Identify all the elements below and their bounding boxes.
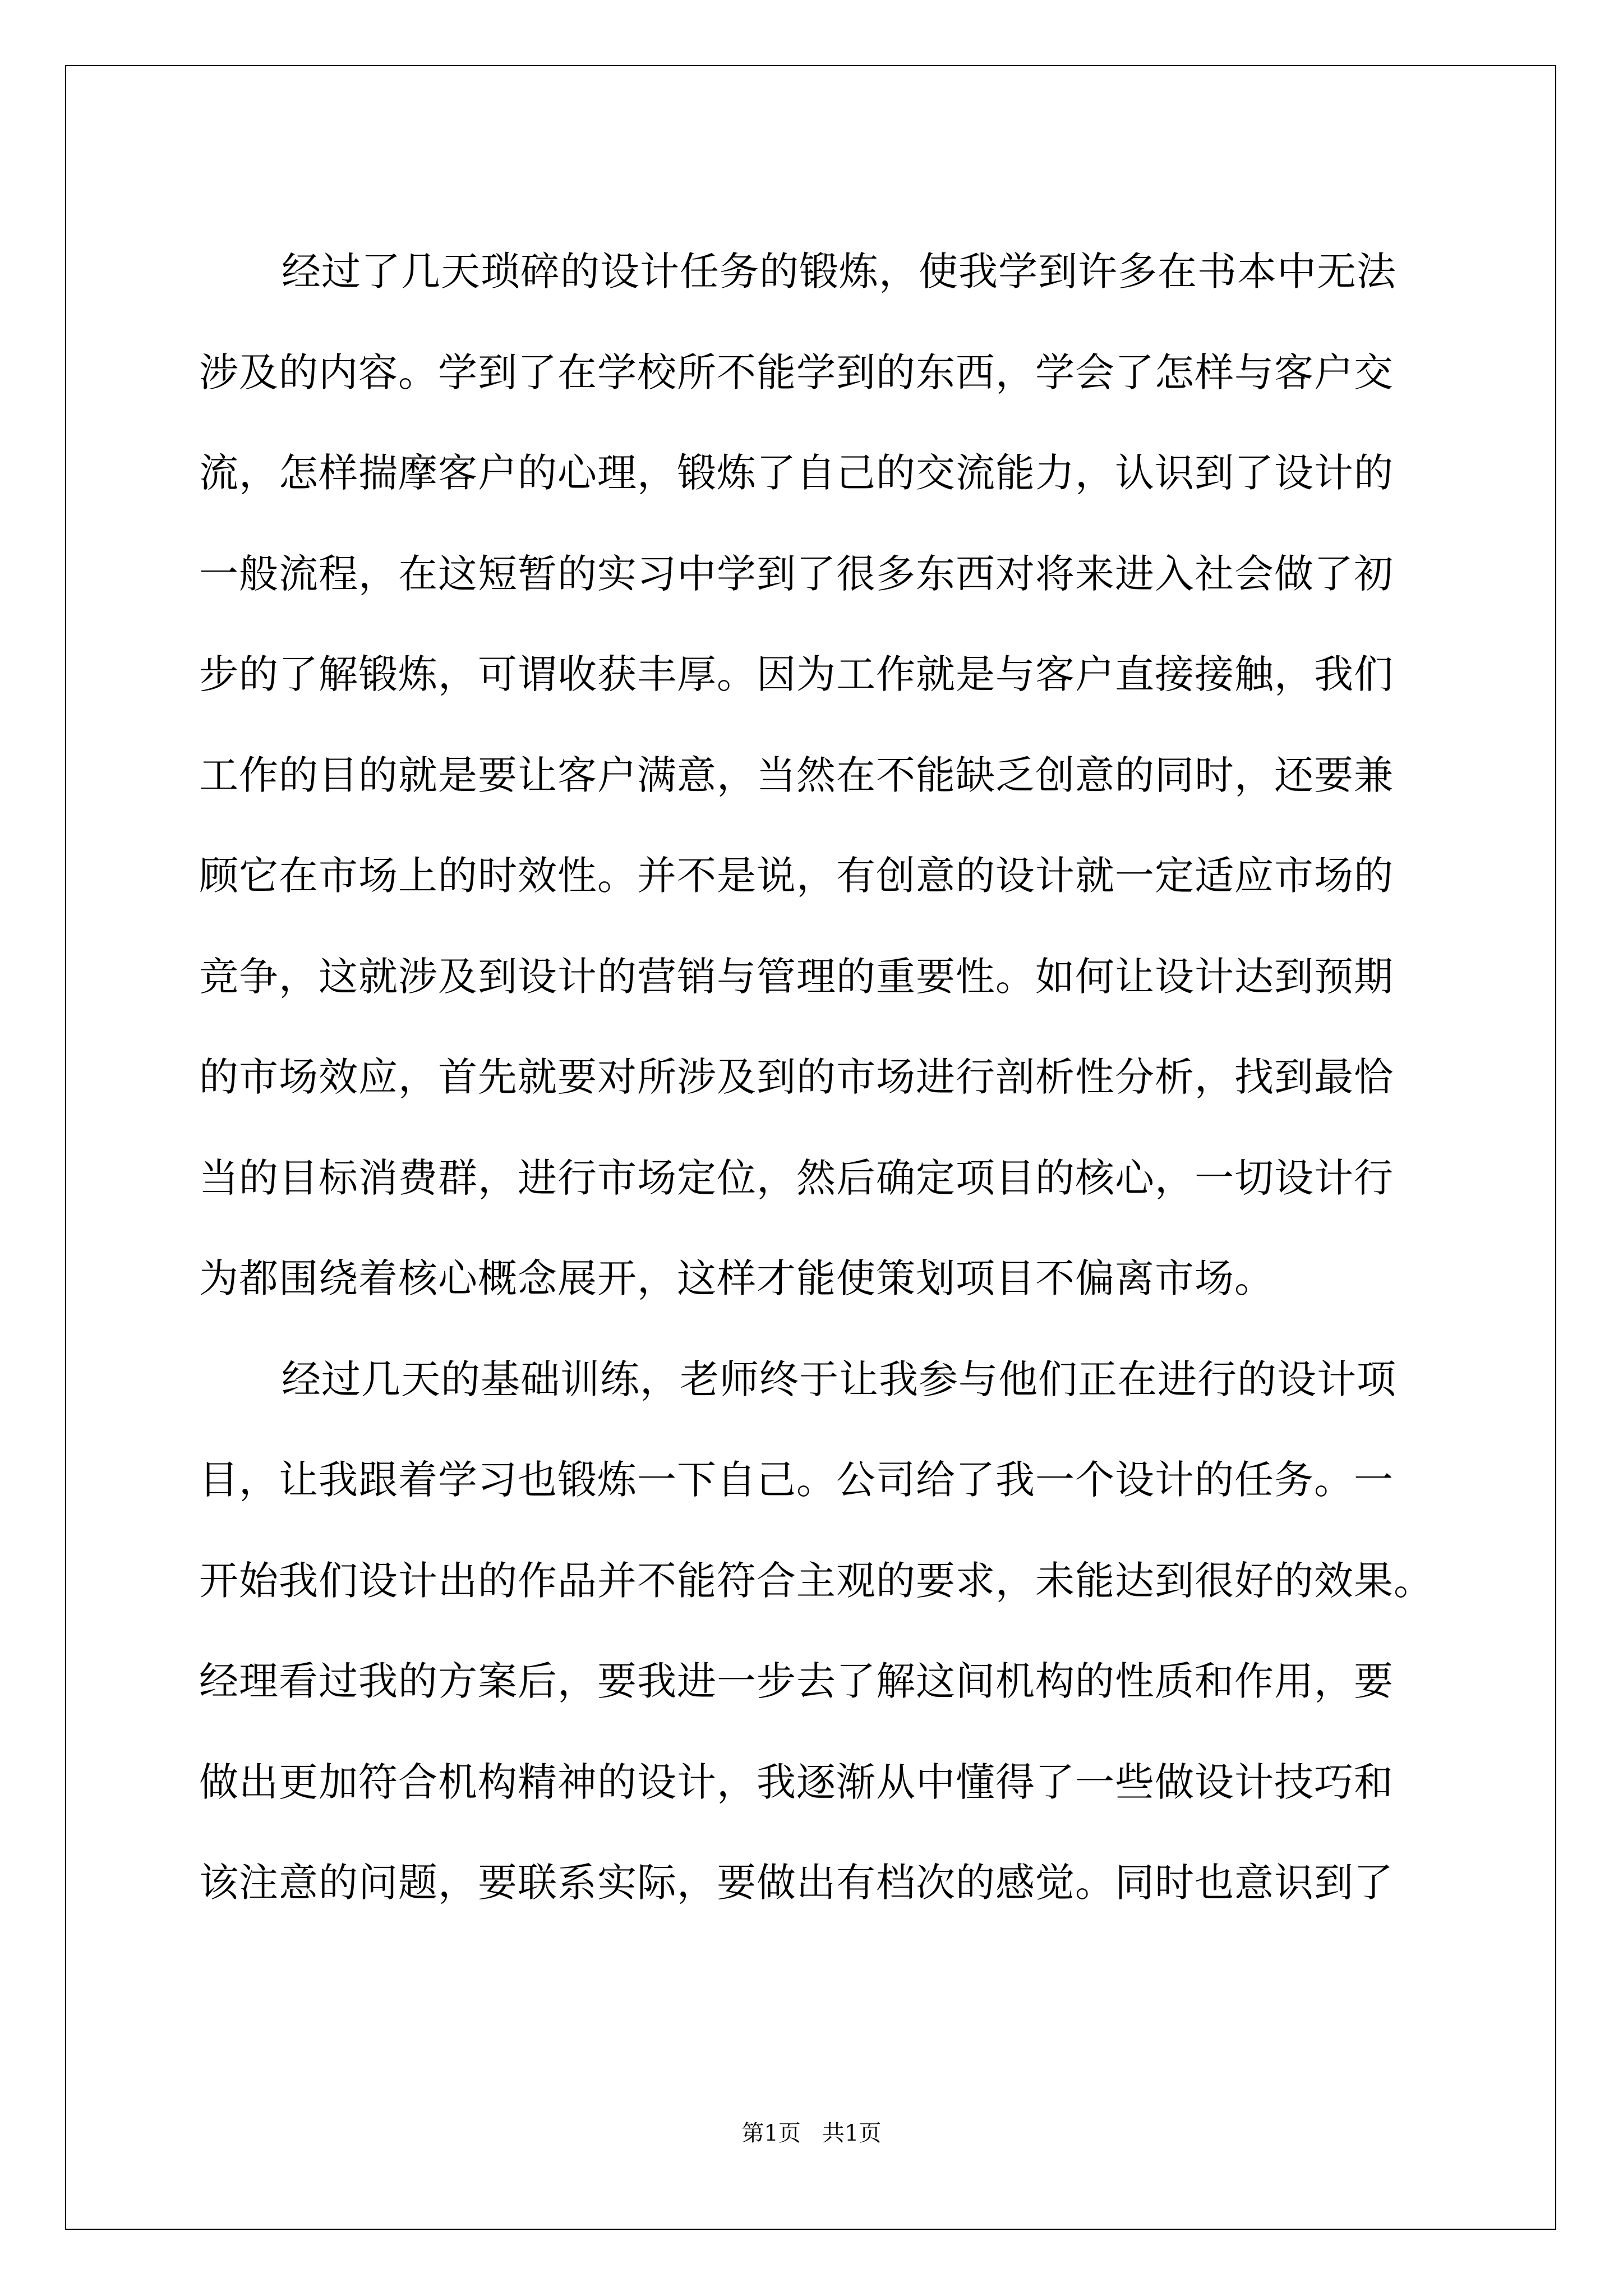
paragraph-2-line: 目，让我跟着学习也锻炼一下自己。公司给了我一个设计的任务。一: [199, 1457, 1394, 1503]
paragraph-1-line: 工作的目的就是要让客户满意，当然在不能缺乏创意的同时，还要兼: [199, 752, 1394, 798]
paragraph-1-line: 为都围绕着核心概念展开，这样才能使策划项目不偏离市场。: [199, 1255, 1274, 1301]
paragraph-1-line: 一般流程，在这短暂的实习中学到了很多东西对将来进入社会做了初: [199, 550, 1394, 597]
paragraph-2-line: 做出更加符合机构精神的设计，我逐渐从中懂得了一些做设计技巧和: [199, 1759, 1394, 1805]
paragraph-2-line: 经过几天的基础训练，老师终于让我参与他们正在进行的设计项: [282, 1356, 1396, 1402]
paragraph-1-line: 涉及的内容。学到了在学校所不能学到的东西，学会了怎样与客户交: [199, 349, 1394, 395]
paragraph-1: [199, 222, 1427, 1329]
paragraph-1-line: 经过了几天琐碎的设计任务的锻炼，使我学到许多在书本中无法: [282, 249, 1396, 295]
paragraph-1-line: 步的了解锻炼，可谓收获丰厚。因为工作就是与客户直接接触，我们: [199, 651, 1394, 697]
paragraph-1-line: 顾它在市场上的时效性。并不是说，有创意的设计就一定适应市场的: [199, 853, 1394, 899]
paragraph-2-line: 开始我们设计出的作品并不能符合主观的要求，未能达到很好的效果。: [199, 1557, 1433, 1604]
paragraph-1-line: 流，怎样揣摩客户的心理，锻炼了自己的交流能力，认识到了设计的: [199, 450, 1394, 496]
paragraph-1-line: 竞争，这就涉及到设计的营销与管理的重要性。如何让设计达到预期: [199, 953, 1394, 1000]
page-number-footer: 第1页 共1页: [741, 2120, 882, 2146]
paragraph-1-line: 的市场效应，首先就要对所涉及到的市场进行剖析性分析，找到最恰: [199, 1054, 1394, 1100]
paragraph-1-line: 当的目标消费群，进行市场定位，然后确定项目的核心，一切设计行: [199, 1154, 1394, 1201]
paragraph-2: [199, 1329, 1433, 1934]
document-body: [199, 222, 1433, 1934]
paragraph-2-line: 该注意的问题，要联系实际，要做出有档次的感觉。同时也意识到了: [199, 1860, 1394, 1906]
paragraph-2-line: 经理看过我的方案后，要我进一步去了解这间机构的性质和作用，要: [199, 1658, 1394, 1704]
